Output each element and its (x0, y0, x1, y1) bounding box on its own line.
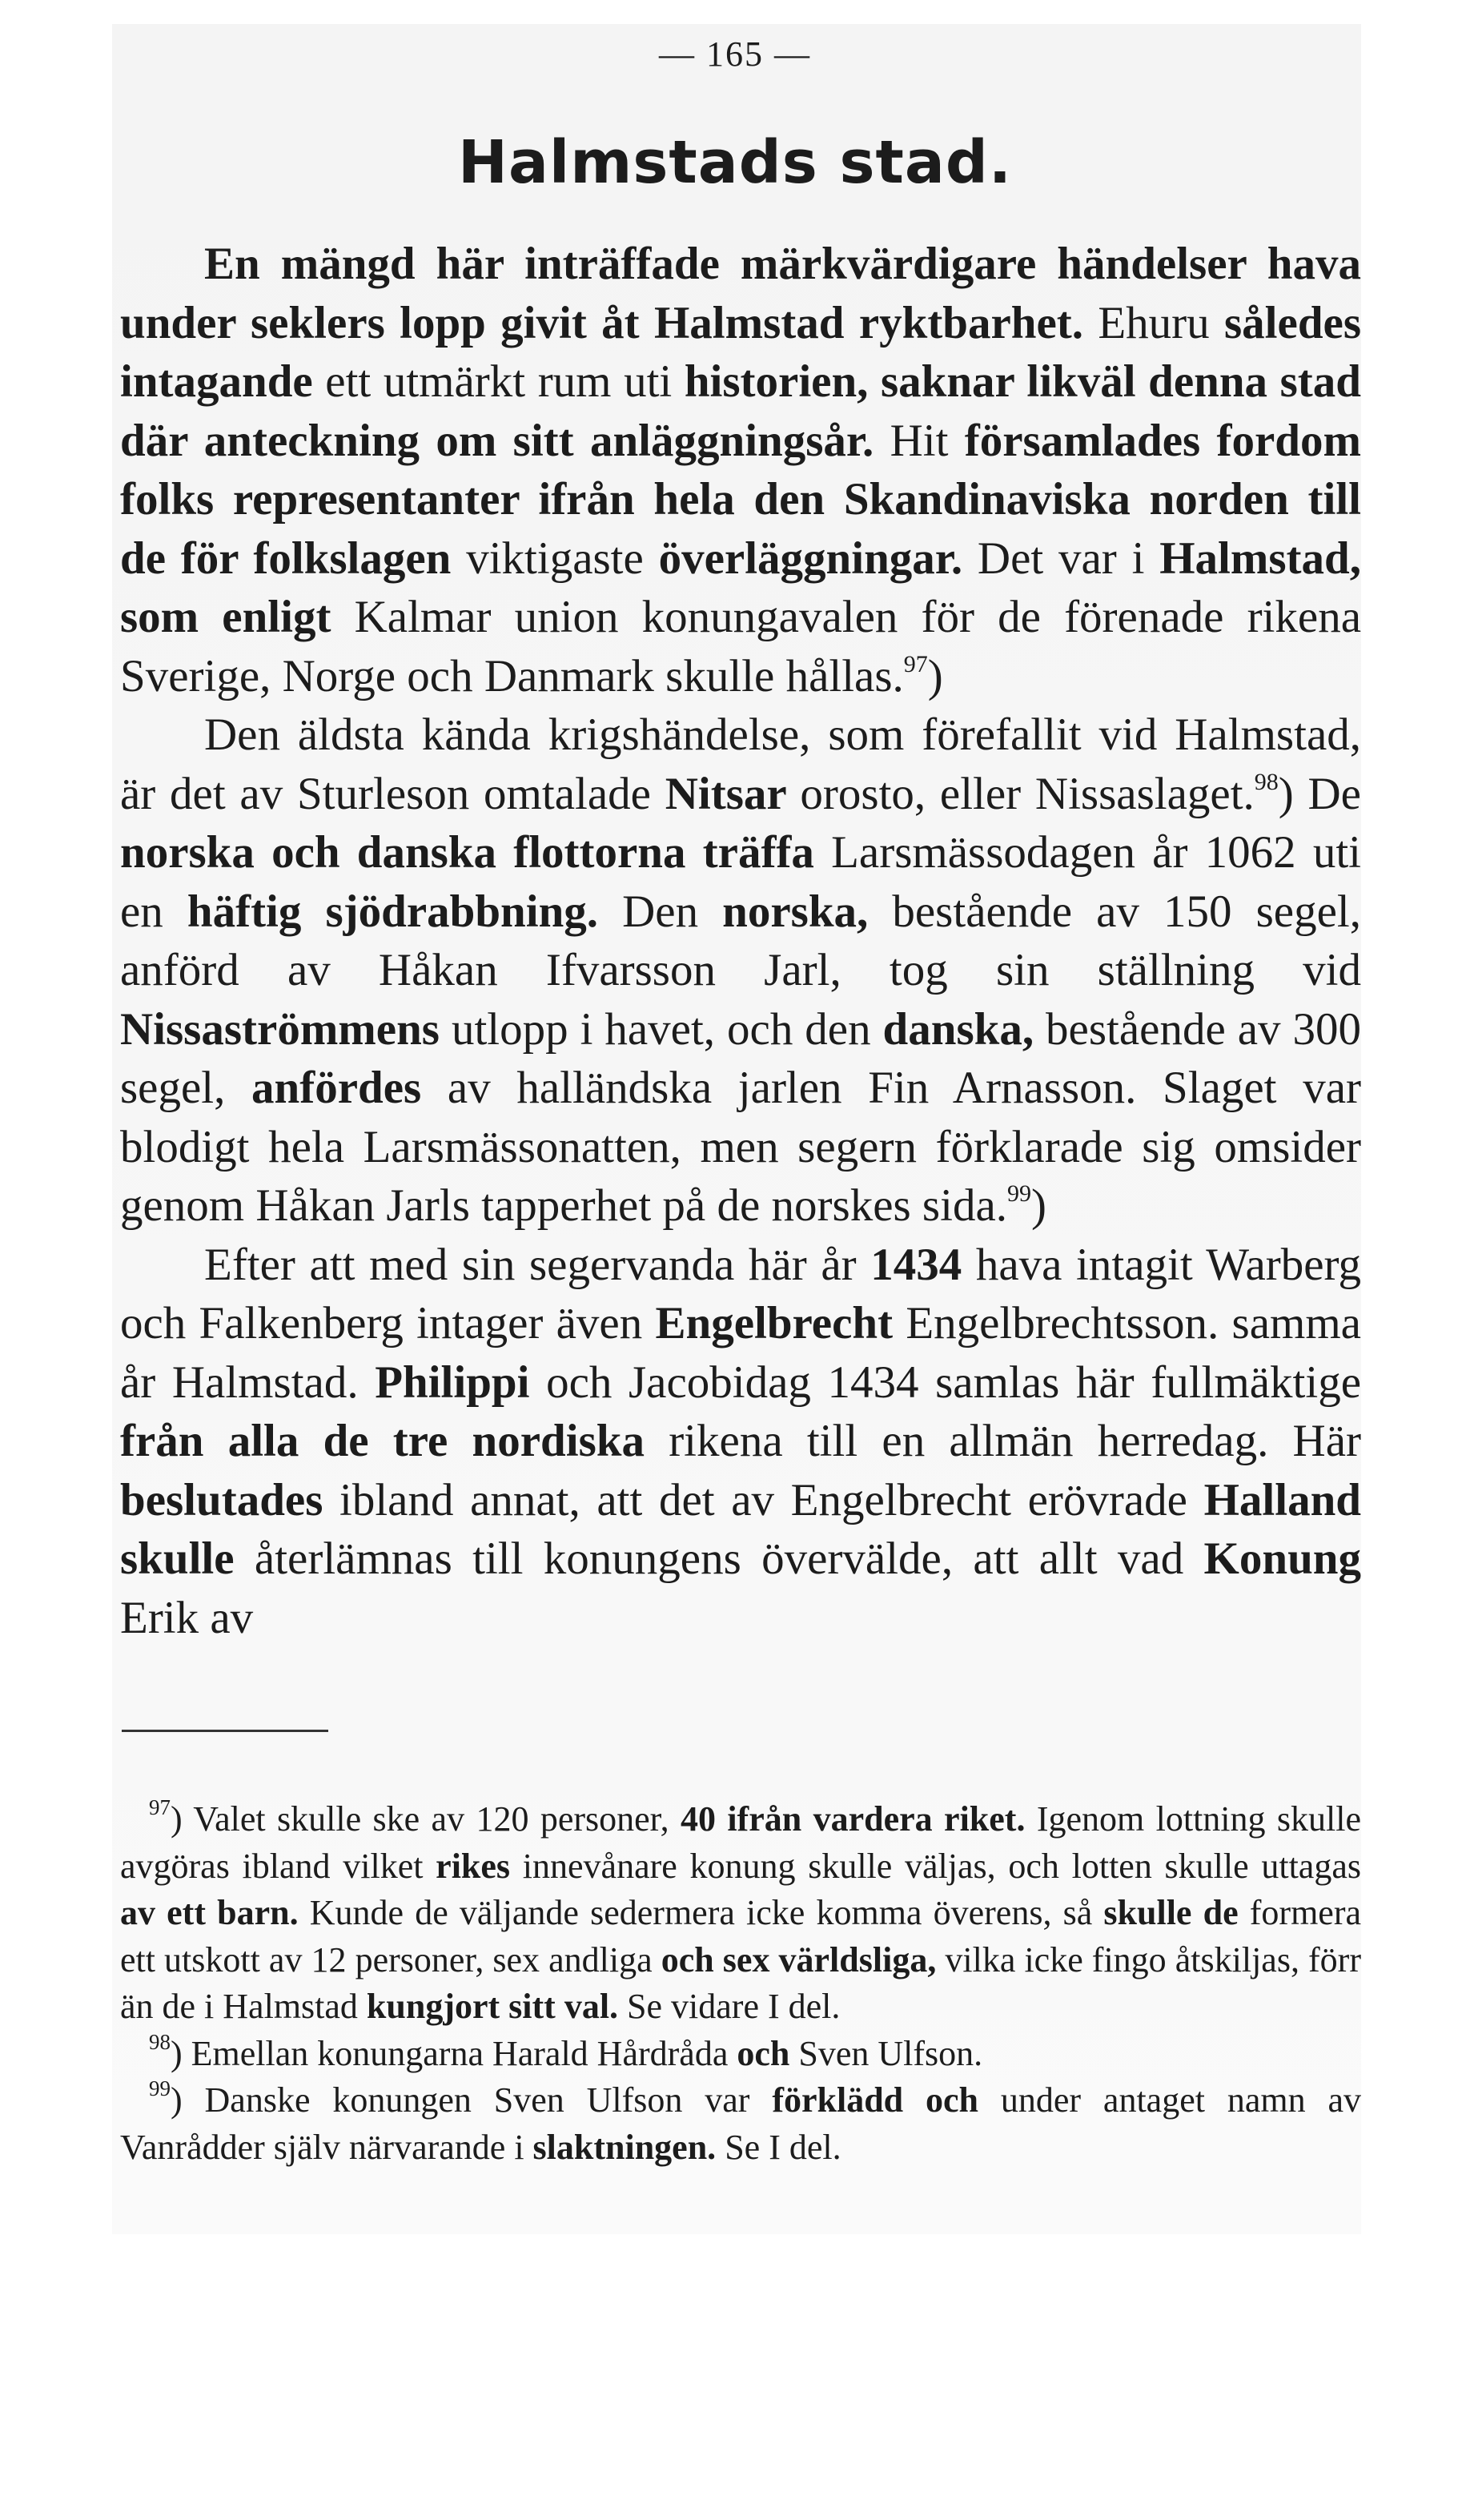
text-run-bold: anfördes (251, 1063, 448, 1113)
text-run-bold: således intagande (120, 297, 1361, 407)
text-run: Engelbrechtsson. samma år Halmstad. (120, 1298, 1361, 1408)
text-run: utlopp i havet, och den (451, 1003, 883, 1055)
text-run-bold: häftig sjödrabbning. (187, 886, 623, 937)
text-run: ibland annat, att det av Engelbrecht erövrade (339, 1474, 1204, 1525)
text-run-bold: och (737, 2033, 799, 2073)
text-run: ) Danske konungen Sven Ulfson var (171, 2080, 773, 2120)
text-run: Efter att med sin segervanda här år (204, 1239, 871, 1290)
text-run-bold: norska och danska flottorna träffa (120, 827, 832, 878)
footnote-marker: 99 (149, 2076, 171, 2100)
text-run-bold: beslutades (120, 1474, 339, 1525)
text-run: vilka icke fingo åtskiljas, förr än de i Halmstad (120, 1939, 1361, 2026)
text-run: Ehuru (1098, 297, 1224, 348)
text-run: bestående av 300 segel, (120, 1003, 1361, 1113)
footnote-98 (120, 2031, 1361, 2078)
text-run: innevånare konung skulle väljas, och lotten skulle uttagas (522, 1846, 1361, 1886)
footnote-97 (120, 1796, 1361, 2031)
text-run-bold: Halland skulle (120, 1474, 1361, 1584)
footnote-marker: 97 (149, 1795, 171, 1819)
text-run: viktigaste (466, 533, 659, 584)
text-run: Den (622, 886, 723, 937)
text-run: ) Emellan konungarna Harald Hårdråda (171, 2033, 737, 2073)
text-run-bold: från alla de tre nordiska (120, 1416, 669, 1466)
chapter-title: Halmstads stad. (458, 128, 1012, 197)
text-run-bold: församlades fordom folks representanter ifrån hela den Skandinaviska norden till de för folkslagen (120, 415, 1361, 584)
text-run: ) Valet skulle ske av 120 personer, (171, 1799, 681, 1839)
page-number: — 165 — (659, 34, 811, 74)
text-run: Se I del. (725, 2127, 841, 2167)
footnote-reference: 99 (1007, 1180, 1031, 1207)
paragraph (120, 235, 1361, 705)
text-run-bold: av ett barn. (120, 1893, 310, 1932)
text-run: ) (927, 650, 943, 701)
text-run-bold: förklädd och (772, 2080, 1001, 2120)
text-run: Det var i (977, 533, 1160, 584)
text-run: ) (1031, 1180, 1046, 1231)
text-run: av halländska jarlen Fin Arnasson. Slaget var blodigt hela Larsmässonatten, men segern förklarade sig omsider genom Håkan Jarls tapperhet på de norskes sida. (120, 1063, 1361, 1231)
text-run-bold: Halmstad, som enligt (120, 533, 1361, 642)
text-run: formera ett utskott av 12 personer, sex andliga (120, 1893, 1362, 1979)
text-run-bold: Engelbrecht (655, 1298, 906, 1348)
text-run-bold: Nissaströmmens (120, 1003, 452, 1055)
text-run: Larsmässodagen år 1062 uti en (120, 827, 1361, 937)
text-run: Sven Ulfson. (798, 2033, 983, 2073)
text-run-bold: historien, saknar likväl denna stad där anteckning om sitt anläggningsår. (120, 356, 1361, 466)
text-run-bold: 40 ifrån vardera riket. (680, 1799, 1037, 1839)
text-run-bold: kungjort sitt val. (366, 1987, 628, 2026)
text-run: rikena till en allmän herredag. Här (669, 1416, 1361, 1466)
text-run-bold: Nitsar (665, 768, 801, 819)
paragraph (120, 1236, 1361, 1648)
text-run: Kalmar union konungavalen för de förenade rikena Sverige, Norge och Danmark skulle hållas. (120, 592, 1361, 701)
text-run: orosto, eller Nissaslaget. (800, 768, 1255, 819)
text-run: Den äldsta kända krigshändelse, som förefallit vid Halmstad, är det av Sturleson omtalade (120, 709, 1361, 819)
footnote-marker: 98 (149, 2029, 171, 2054)
text-run-bold: Konung (1203, 1533, 1361, 1584)
text-run-bold: och sex världsliga, (661, 1939, 946, 1979)
paragraph (120, 705, 1361, 1236)
body-text (120, 235, 1361, 1647)
text-run-bold: rikes (436, 1846, 523, 1886)
text-run-bold: 1434 (870, 1239, 976, 1290)
text-run: hava intagit Warberg och Falkenberg intager även (120, 1239, 1362, 1348)
text-run: återlämnas till konungens övervälde, att allt vad (254, 1533, 1204, 1584)
text-run: bestående av 150 segel, anförd av Håkan Ifvarsson Jarl, tog sin ställning vid (120, 886, 1361, 995)
footnote-reference: 98 (1254, 768, 1279, 795)
text-run: Se vidare I del. (627, 1987, 841, 2026)
text-run: ) De (1278, 768, 1361, 819)
text-run-bold: En mängd här inträffade märkvärdigare händelser hava under seklers lopp givit åt Halmstad ryktbarhet. (120, 239, 1361, 348)
text-run: Erik av (120, 1592, 254, 1643)
text-run: ett utmärkt rum uti (325, 356, 685, 407)
text-run-bold: skulle de (1103, 1893, 1250, 1932)
text-run-bold: Philippi (375, 1356, 547, 1408)
text-run-bold: danska, (882, 1003, 1046, 1055)
text-run: under antaget namn av Vanrådder själv närvarande i (120, 2080, 1361, 2167)
text-run: Hit (890, 415, 965, 466)
text-run-bold: norska, (722, 886, 893, 937)
text-run-bold: överläggningar. (658, 533, 978, 584)
text-run-bold: slaktningen. (532, 2127, 725, 2167)
text-run: Igenom lottning skulle avgöras ibland vilket (120, 1799, 1361, 1886)
text-run: Kunde de väljande sedermera icke komma överens, så (309, 1893, 1104, 1932)
footnote-reference: 97 (903, 650, 928, 677)
text-run: och Jacobidag 1434 samlas här fullmäktige (546, 1356, 1361, 1408)
footnotes (120, 1796, 1361, 2171)
footnote-divider (122, 1730, 328, 1732)
footnote-99 (120, 2077, 1361, 2171)
